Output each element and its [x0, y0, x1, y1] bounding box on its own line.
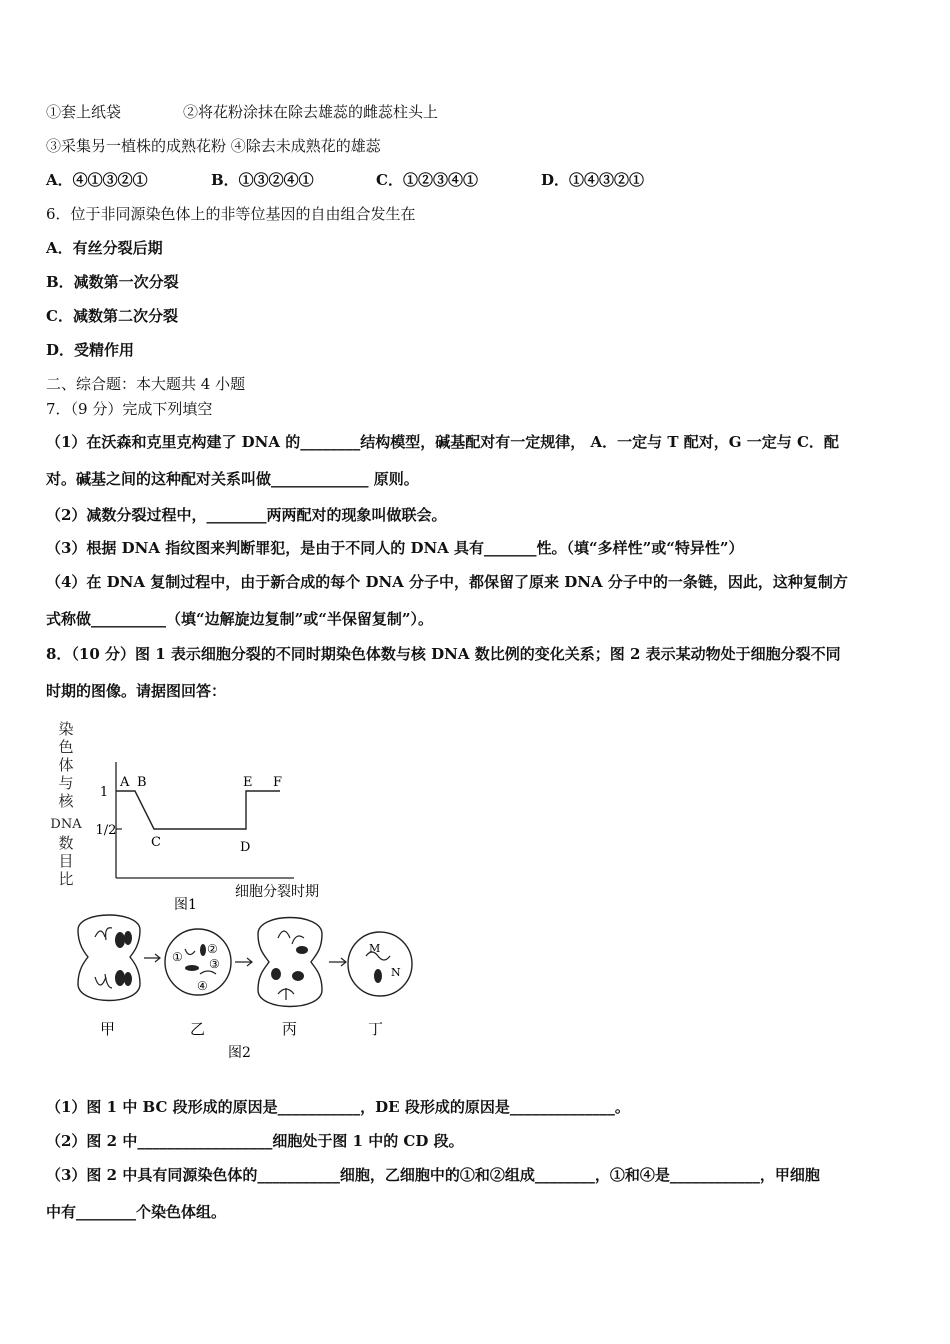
q5-option-b[interactable]: B．①③②④①: [211, 171, 314, 189]
ylabel-char-7: 数: [58, 834, 74, 852]
q7-part-4a: （4）在 DNA 复制过程中，由于新合成的每个 DNA 分子中，都保留了原来 DNA 分子中的一条链，因此，这种复制方: [46, 573, 848, 591]
step-2: ②将花粉涂抹在除去雄蕊的雌蕊柱头上: [183, 103, 439, 121]
q5-option-a[interactable]: A．④①③②①: [46, 171, 148, 189]
figure2-label-ding: 丁: [368, 1020, 384, 1038]
arrow-icon: [144, 954, 160, 962]
figure1-point-a: A: [120, 775, 130, 790]
q8-part-3b: 中有________个染色体组。: [46, 1203, 227, 1221]
q7-part-3: （3）根据 DNA 指纹图来判断罪犯，是由于不同人的 DNA 具有_______性。（填“多样性”或“特异性”）: [46, 539, 744, 557]
figure1-xlabel: 细胞分裂时期: [235, 884, 319, 900]
cell-jia: [78, 915, 140, 1001]
figure1-y-tick-half: 1/2: [95, 823, 117, 838]
figure1-point-d: D: [240, 840, 251, 855]
ding-mark-n: N: [391, 966, 401, 979]
cell-ding: [348, 932, 412, 996]
q7-part-1a: （1）在沃森和克里克构建了 DNA 的________结构模型，碱基配对有一定规律， A．一定与 T 配对，G 一定与 C．配: [46, 433, 839, 451]
step-line-1: [46, 102, 438, 122]
q7-part-2: （2）减数分裂过程中，________两两配对的现象叫做联会。: [46, 506, 447, 524]
yi-mark-2: ②: [207, 942, 218, 956]
figure1-point-b: B: [137, 775, 147, 790]
ylabel-char-5: 核: [58, 792, 74, 810]
q6-option-a[interactable]: A．有丝分裂后期: [46, 239, 163, 257]
figure-block: [40, 712, 420, 1072]
section-2-heading: 二、综合题：本大题共 4 小题: [46, 375, 246, 393]
figure2-label-bing: 丙: [282, 1020, 298, 1038]
figure1-ylabel: [50, 720, 82, 888]
step-1: ①套上纸袋: [46, 103, 122, 121]
q5-option-d[interactable]: D．①④③②①: [541, 171, 645, 189]
figure1-point-e: E: [243, 775, 253, 790]
ylabel-char-6: DNA: [50, 817, 82, 832]
ylabel-char-8: 目: [58, 852, 74, 870]
ylabel-char-1: 染: [58, 720, 74, 738]
arrow-icon: [329, 958, 346, 966]
q7-stem: 7．（9 分）完成下列填空: [46, 400, 213, 418]
ylabel-char-4: 与: [58, 774, 74, 792]
q5-options: [46, 170, 644, 190]
ylabel-char-2: 色: [58, 738, 74, 756]
yi-mark-4: ④: [197, 979, 208, 993]
figure1-curve: [116, 791, 280, 829]
ylabel-char-3: 体: [58, 756, 74, 774]
q8-part-3a: （3）图 2 中具有同源染色体的___________细胞，乙细胞中的①和②组成________，①和④是____________，甲细胞: [46, 1166, 820, 1184]
figure-svg: [40, 712, 420, 1072]
q7-part-4b: 式称做__________（填“边解旋边复制”或“半保留复制”）。: [46, 610, 434, 628]
q6-option-c[interactable]: C．减数第二次分裂: [46, 307, 178, 325]
q8-part-1: （1）图 1 中 BC 段形成的原因是___________，DE 段形成的原因是______________。: [46, 1098, 630, 1116]
figure1-point-f: F: [273, 775, 283, 790]
ding-mark-m: M: [369, 942, 381, 955]
figure2-label-jia: 甲: [100, 1020, 116, 1038]
figure1-y-tick-1: 1: [99, 785, 109, 800]
cell-yi: [165, 929, 231, 995]
cell-bing: [258, 918, 322, 1007]
figure2-label-yi: 乙: [190, 1020, 206, 1038]
q8-stem-b: 时期的图像。请据图回答：: [46, 682, 227, 700]
q6-option-d[interactable]: D．受精作用: [46, 341, 135, 359]
q6-option-b[interactable]: B．减数第一次分裂: [46, 273, 179, 291]
q5-option-c[interactable]: C．①②③④①: [376, 171, 478, 189]
q8-stem-a: 8．（10 分）图 1 表示细胞分裂的不同时期染色体数与核 DNA 数比例的变化关系；图 2 表示某动物处于细胞分裂不同: [46, 645, 841, 663]
figure1-point-c: C: [151, 835, 161, 850]
figure1-caption: 图1: [174, 897, 197, 913]
yi-mark-1: ①: [172, 950, 183, 964]
ylabel-char-9: 比: [58, 870, 74, 888]
yi-mark-3: ③: [209, 957, 220, 971]
q6-stem: 6．位于非同源染色体上的非等位基因的自由组合发生在: [46, 205, 416, 223]
step-line-2: ③采集另一植株的成熟花粉 ④除去未成熟花的雄蕊: [46, 137, 381, 155]
arrow-icon: [235, 958, 252, 966]
q8-part-2: （2）图 2 中__________________细胞处于图 1 中的 CD 段。: [46, 1132, 464, 1150]
figure2-caption: 图2: [228, 1045, 251, 1061]
q7-part-1b: 对。碱基之间的这种配对关系叫做_____________ 原则。: [46, 470, 419, 488]
